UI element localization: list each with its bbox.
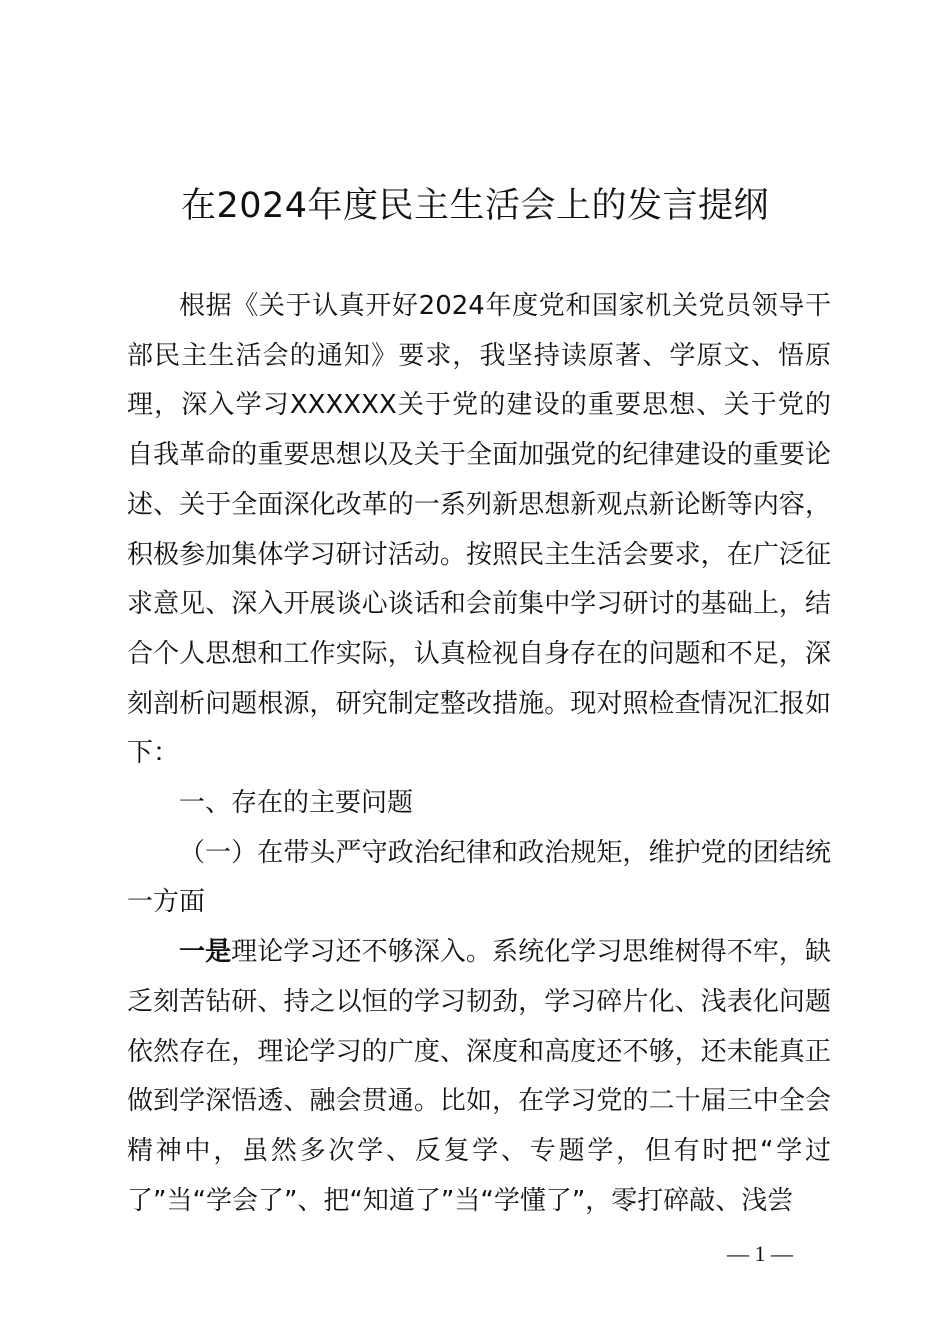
document-title: 在2024年度民主生活会上的发言提纲 [180,186,770,226]
page-number: — 1 — [727,1241,793,1266]
point-1-text: 理论学习还不够深入。系统化学习思维树得不牢，缺乏刻苦钻研、持之以恒的学习韧劲，学习碎片化、浅表化问题依然存在，理论学习的广度、深度和高度还不够，还未能真正做到学深悟透、融会贯通。比如，在学习党的二十届三中全会精神中，虽然多次学、反复学、专题学，但有时把“学过了”当“学会了”、把“知道了”当“学懂了”，零打碎敲、浅尝 [127,937,831,1216]
subsection-heading-1: （一）在带头严守政治纪律和政治规矩，维护党的团结统一方面 [127,837,831,918]
point-1-lead: 一是 [179,937,232,968]
point-1-paragraph [127,928,831,1226]
section-heading-1: 一、存在的主要问题 [179,788,414,819]
intro-paragraph: 根据《关于认真开好2024年度党和国家机关党员领导干部民主生活会的通知》要求，我坚持读原著、学原文、悟原理，深入学习XXXXXX关于党的建设的重要思想、关于党的自我革命的重要思想以及关于全面加强党的纪律建设的重要论述、关于全面深化改革的一系列新思想新观点新论断等内容，积极参加集体学习研讨活动。按照民主生活会要求，在广泛征求意见、深入开展谈心谈话和会前集中学习研讨的基础上，结合个人思想和工作实际，认真检视自身存在的问题和不足，深刻剖析问题根源，研究制定整改措施。现对照检查情况汇报如下： [127,291,831,769]
document-body [127,282,831,1226]
